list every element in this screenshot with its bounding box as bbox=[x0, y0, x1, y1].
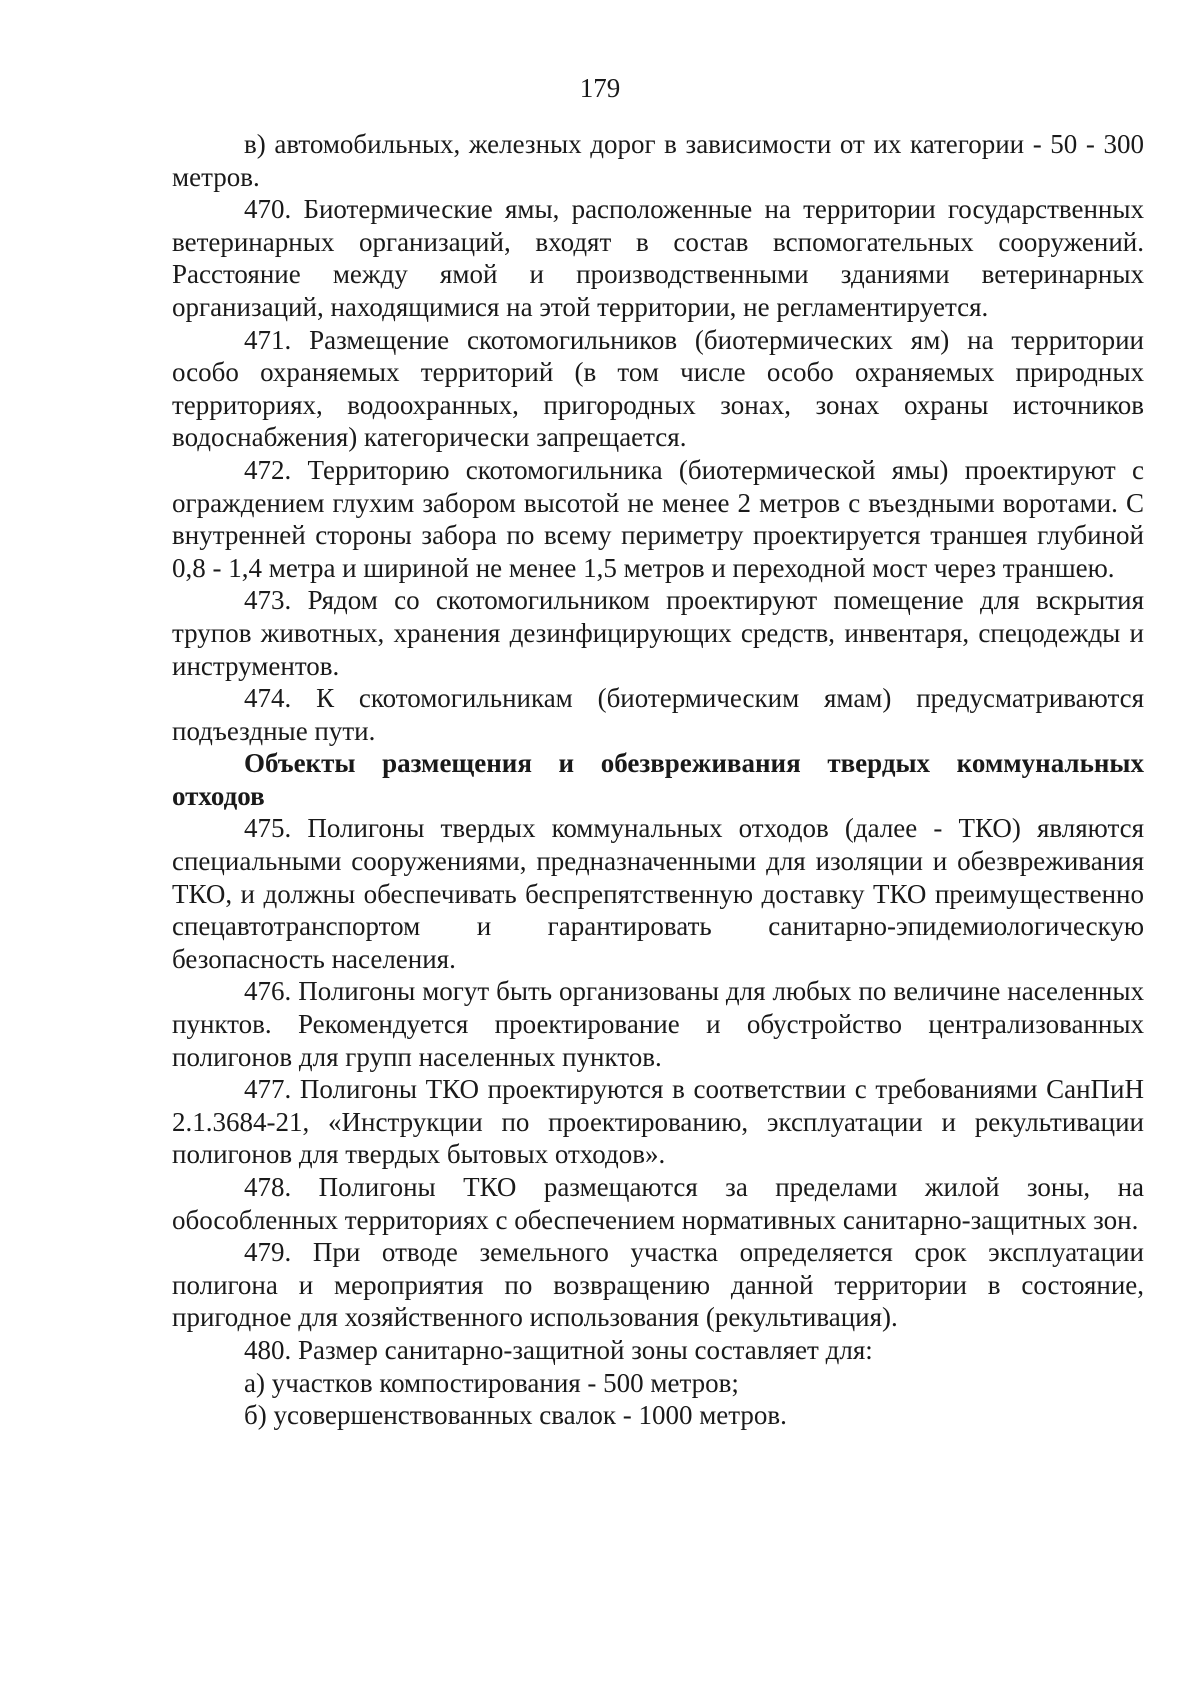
paragraph-473: 473. Рядом со скотомогильником проектируют помещение для вскрытия трупов животных, хранения дезинфицирующих средств, инвентаря, спецодежды и инструментов. bbox=[172, 585, 1144, 681]
paragraph-470: 470. Биотермические ямы, расположенные на территории государственных ветеринарных организаций, входят в состав вспомогательных сооружений. Расстояние между ямой и производственными зданиями ветеринарных организаций, находящимися на этой территории, не регламентируется. bbox=[172, 194, 1144, 322]
paragraph-480: 480. Размер санитарно-защитной зоны составляет для: bbox=[244, 1334, 873, 1365]
paragraph-475: 475. Полигоны твердых коммунальных отходов (далее - ТКО) являются специальными сооружениями, предназначенными для изоляции и обезвреживания ТКО, и должны обеспечивать беспрепятственную доставку ТКО преимущественно спецавтотранспортом и гарантировать санитарно-эпидемиологическую безопасность населения. bbox=[172, 813, 1144, 974]
paragraph-472: 472. Территорию скотомогильника (биотермической ямы) проектируют с ограждением глухим забором высотой не менее 2 метров с въездными воротами. С внутренней стороны забора по всему периметру проектируется траншея глубиной 0,8 - 1,4 метра и шириной не менее 1,5 метров и переходной мост через траншею. bbox=[172, 454, 1144, 583]
paragraph-item-b: б) усовершенствованных свалок - 1000 метров. bbox=[244, 1400, 787, 1431]
page-number: 179 bbox=[579, 73, 621, 103]
paragraph-478: 478. Полигоны ТКО размещаются за пределами жилой зоны, на обособленных территориях с обеспечением нормативных санитарно-защитных зон. bbox=[172, 1172, 1144, 1235]
section-heading: Объекты размещения и обезвреживания твердых коммунальных отходов bbox=[172, 748, 1144, 811]
paragraph-479: 479. При отводе земельного участка определяется срок эксплуатации полигона и мероприятия по возвращению данной территории в состояние, пригодное для хозяйственного использования (рекультивация). bbox=[172, 1237, 1144, 1333]
paragraph-474: 474. К скотомогильникам (биотермическим ямам) предусматриваются подъездные пути. bbox=[172, 683, 1144, 746]
paragraph-476: 476. Полигоны могут быть организованы для любых по величине населенных пунктов. Рекомендуется проектирование и обустройство централизованных полигонов для групп населенных пунктов. bbox=[172, 976, 1144, 1072]
paragraph-item-v: в) автомобильных, железных дорог в зависимости от их категории - 50 - 300 метров. bbox=[172, 129, 1144, 192]
paragraph-471: 471. Размещение скотомогильников (биотермических ям) на территории особо охраняемых территорий (в том числе особо охраняемых природных территориях, водоохранных, пригородных зонах, зонах охраны источников водоснабжения) категорически запрещается. bbox=[172, 324, 1144, 453]
document-body bbox=[172, 128, 1144, 1432]
paragraph-477: 477. Полигоны ТКО проектируются в соответствии с требованиями СанПиН 2.1.3684-21, «Инструкции по проектированию, эксплуатации и рекультивации полигонов для твердых бытовых отходов». bbox=[172, 1074, 1144, 1170]
paragraph-item-a: а) участков компостирования - 500 метров; bbox=[244, 1367, 739, 1398]
